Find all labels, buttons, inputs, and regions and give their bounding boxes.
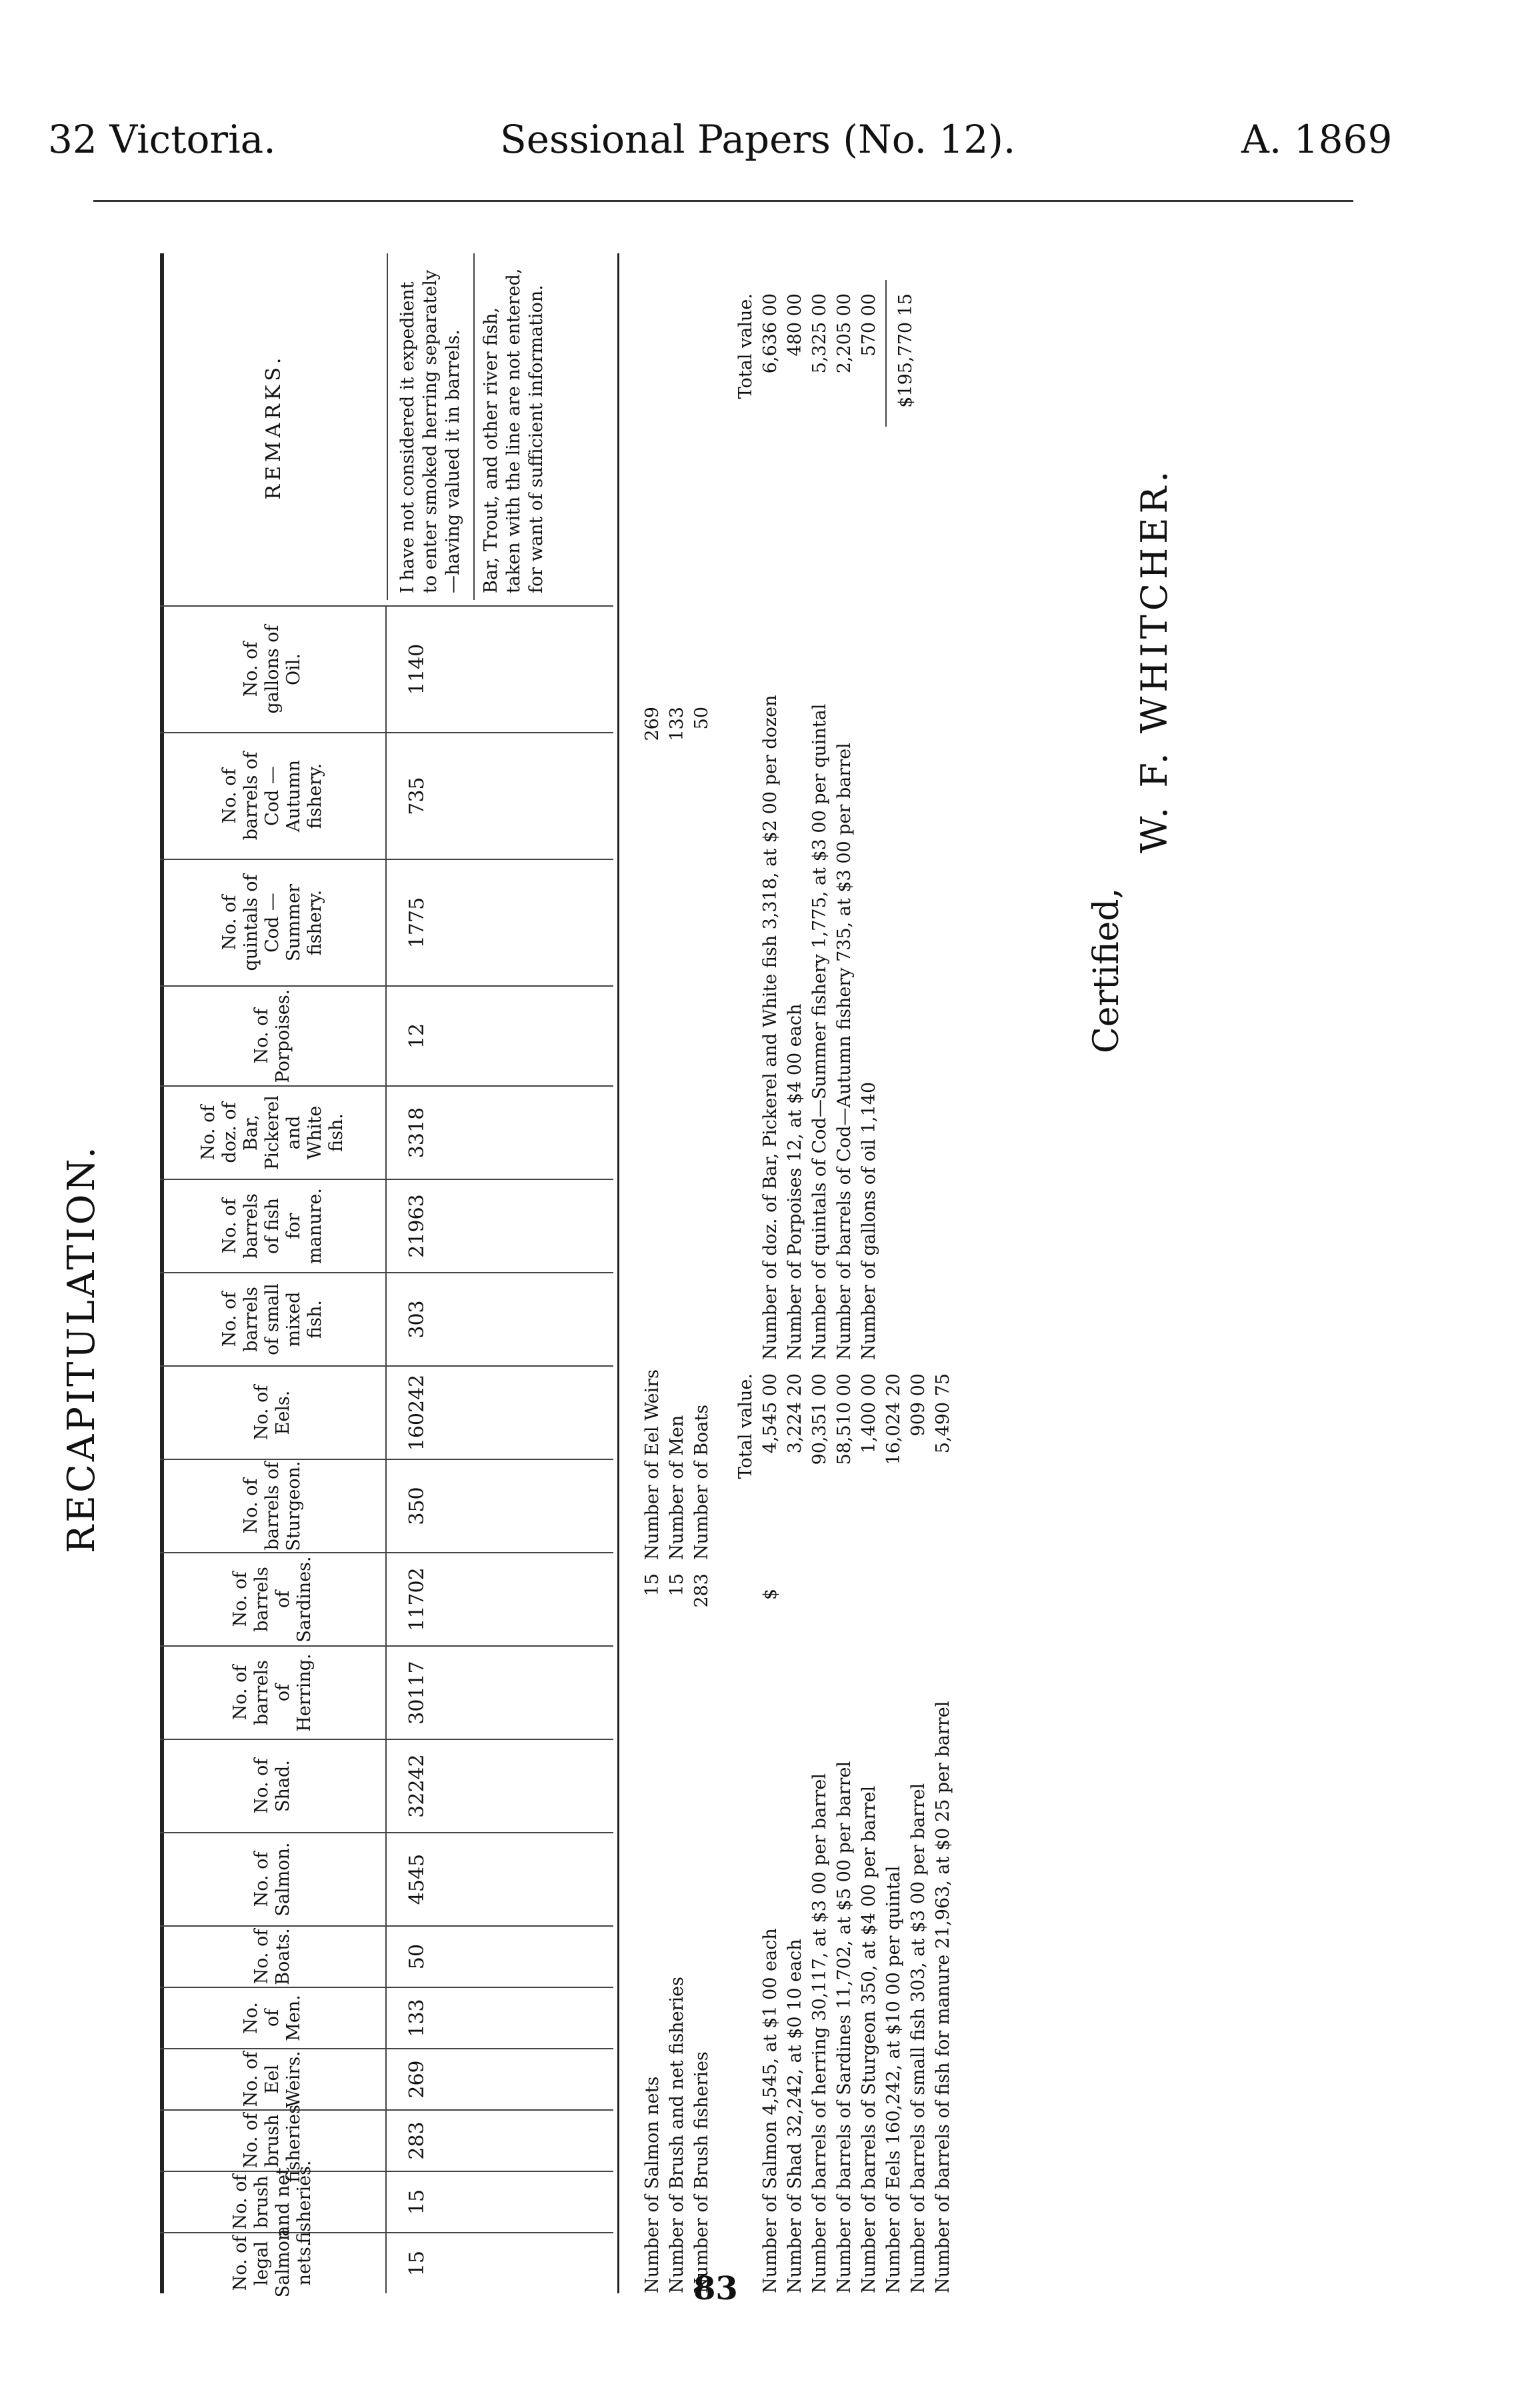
col-eels [160,1365,613,1459]
col-value: 160242 [405,1374,429,1451]
col-value: 350 [405,1487,429,1525]
col-value: 1140 [405,643,429,695]
col-head: No. of Eels. [160,1367,387,1459]
col-small-mixed-fish [160,1272,613,1365]
col-head: No. of doz. of Bar, Pickerel and White fish. [160,1087,387,1179]
col-salmon-nets [160,2229,613,2298]
count-label: Number of Men [667,1415,687,1560]
rotated-page [40,220,1373,2320]
count-label: Number of Salmon nets [642,2076,663,2293]
value-label: Number of barrels of small fish 303, at $3 00 per barrel [908,1783,929,2293]
col-value: 735 [405,777,429,815]
col-salmon [160,1832,613,1925]
value-label: Number of barrels of herring 30,117, at $3 00 per barrel [809,1773,830,2293]
certified-label: Certified, [1087,887,1127,1053]
col-porpoises [160,985,613,1085]
remark-river-fish: Bar, Trout, and other river fish, taken with the line are not entered, for want of sufficient information. [481,268,547,593]
sum-rule [885,280,887,427]
value-label: Number of Eels 160,242, at $10 00 per quintal [883,1865,904,2293]
header-rule [93,200,1353,202]
col-men [160,1987,613,2048]
count-value: 15 [667,1573,687,1597]
col-head: No. of Shad. [160,1740,387,1832]
value-amount: 909 00 [908,1373,929,1437]
count-label: Number of Eel Weirs [642,1369,663,1560]
col-head: No. of barrels of fish for manure. [160,1180,387,1272]
col-value: 283 [405,2121,429,2160]
col-herring [160,1645,613,1739]
col-boats [160,1925,613,1987]
value-amount: 1,400 00 [859,1373,879,1454]
col-value: 15 [405,2250,429,2277]
col-head: No. of gallons of Oil. [160,607,387,732]
value-amount: 4,545 00 [760,1373,781,1454]
col-brush-net-fisheries [160,2160,613,2244]
value-label: Number of barrels of Cod—Autumn fishery 735, at $3 00 per barrel [834,743,855,1360]
col-value: 50 [405,1943,429,1970]
col-value: 32242 [405,1754,429,1818]
total-value-heading: Total value. [735,293,756,399]
value-label: Number of barrels of fish for manure 21,963, at $0 25 per barrel [933,1701,953,2293]
page-number: 83 [693,2270,738,2307]
header-year: A. 1869 [1241,117,1393,162]
value-amount: 5,325 00 [809,293,830,374]
col-head: No. of barrels of Herring. [160,1647,387,1739]
count-label: Number of Brush fisheries [691,2051,712,2293]
col-bar-pickerel-whitefish [160,1085,613,1179]
col-fish-for-manure [160,1179,613,1272]
col-value: 3318 [405,1107,429,1159]
col-value: 11702 [405,1567,429,1631]
value-amount: 480 00 [785,293,805,357]
col-eel-weirs [160,2048,613,2109]
col-head: No. of brush and net fisheries. [160,2172,387,2232]
value-label: Number of barrels of Sardines 11,702, at $5 00 per barrel [834,1761,855,2293]
value-amount: 570 00 [859,293,879,357]
count-value: 15 [642,1573,663,1597]
col-brush-fisheries [160,2099,613,2183]
col-head: No. of quintals of Cod — Summer fishery. [160,860,387,985]
col-sturgeon [160,1459,613,1552]
col-head: No. of Eel Weirs. [160,2049,387,2109]
value-amount: 58,510 00 [834,1373,855,1465]
col-value: 269 [405,2060,429,2099]
col-head: No. of Salmon. [160,1833,387,1925]
col-head: No. of Boats. [160,1927,387,1987]
value-label: Number of barrels of Sturgeon 350, at $4 00 per barrel [859,1785,879,2293]
value-amount: 5,490 75 [933,1373,953,1454]
col-shad [160,1739,613,1832]
total-value-heading: Total value. [735,1373,756,1479]
counts-block [640,1560,727,2293]
header-volume: 32 Victoria. [48,117,276,162]
col-head: No. of barrels of Sardines. [160,1553,387,1645]
values-left-block [733,1360,973,2293]
value-amount: 6,636 00 [760,293,781,374]
remark-divider [473,253,475,600]
value-label: Number of quintals of Cod—Summer fishery 1,775, at $3 00 per quintal [809,703,830,1360]
values-right-block [733,227,973,1360]
value-label: Number of Porpoises 12, at $4 00 each [785,1003,805,1360]
value-amount: 2,205 00 [834,293,855,374]
recapitulation-title: RECAPITULATION. [60,1144,103,1553]
col-value: 1775 [405,897,429,949]
col-head: No. of barrels of Cod — Autumn fishery. [160,733,387,859]
col-head: No. of brush fisheries. [160,2111,387,2171]
col-head: No. of Men. [160,1988,387,2048]
grand-total: $195,770 15 [895,293,916,408]
value-label: Number of gallons of oil 1,140 [859,1081,879,1360]
col-value: 133 [405,1999,429,2037]
count-value: 283 [691,1573,712,1608]
count-value: 269 [642,707,663,741]
col-value: 303 [405,1300,429,1339]
col-value: 30117 [405,1661,429,1725]
recap-table [160,253,613,2298]
value-amount: 90,351 00 [809,1373,830,1465]
col-cod-autumn [160,732,613,859]
value-label: Number of Salmon 4,545, at $1 00 each [760,1928,781,2293]
value-amount: 16,024 20 [883,1373,904,1465]
count-label: Number of Boats [691,1404,712,1560]
signer-name: W. F. WHITCHER. [1133,467,1175,853]
col-value: 21963 [405,1194,429,1258]
col-cod-summer [160,859,613,985]
col-head: No. of legal Salmon nets. [160,2233,387,2293]
col-value: 15 [405,2189,429,2215]
count-value: 133 [667,707,687,741]
count-value: 50 [691,707,712,730]
col-value: 12 [405,1023,429,1049]
value-label: Number of Shad 32,242, at $0 10 each [785,1939,805,2293]
col-head: No. of barrels of Sturgeon. [160,1460,387,1552]
remarks-heading: REMARKS. [160,253,388,600]
col-head: No. of Porpoises. [160,987,387,1085]
value-label: Number of doz. of Bar, Pickerel and White fish 3,318, at $2 00 per dozen [760,695,781,1360]
col-sardines [160,1552,613,1645]
col-oil [160,605,613,732]
header-title: Sessional Papers (No. 12). [500,117,1016,162]
count-label: Number of Brush and net fisheries [667,1977,687,2293]
counts-block-right [640,707,727,1560]
value-amount: 3,224 20 [785,1373,805,1454]
col-value: 4545 [405,1853,429,1905]
remark-smoked-herring: I have not considered it expedient to enter smoked herring separately—having valued it in barrels. [397,269,463,593]
col-head: No. of barrels of small mixed fish. [160,1273,387,1365]
currency-symbol: $ [760,1588,781,1600]
